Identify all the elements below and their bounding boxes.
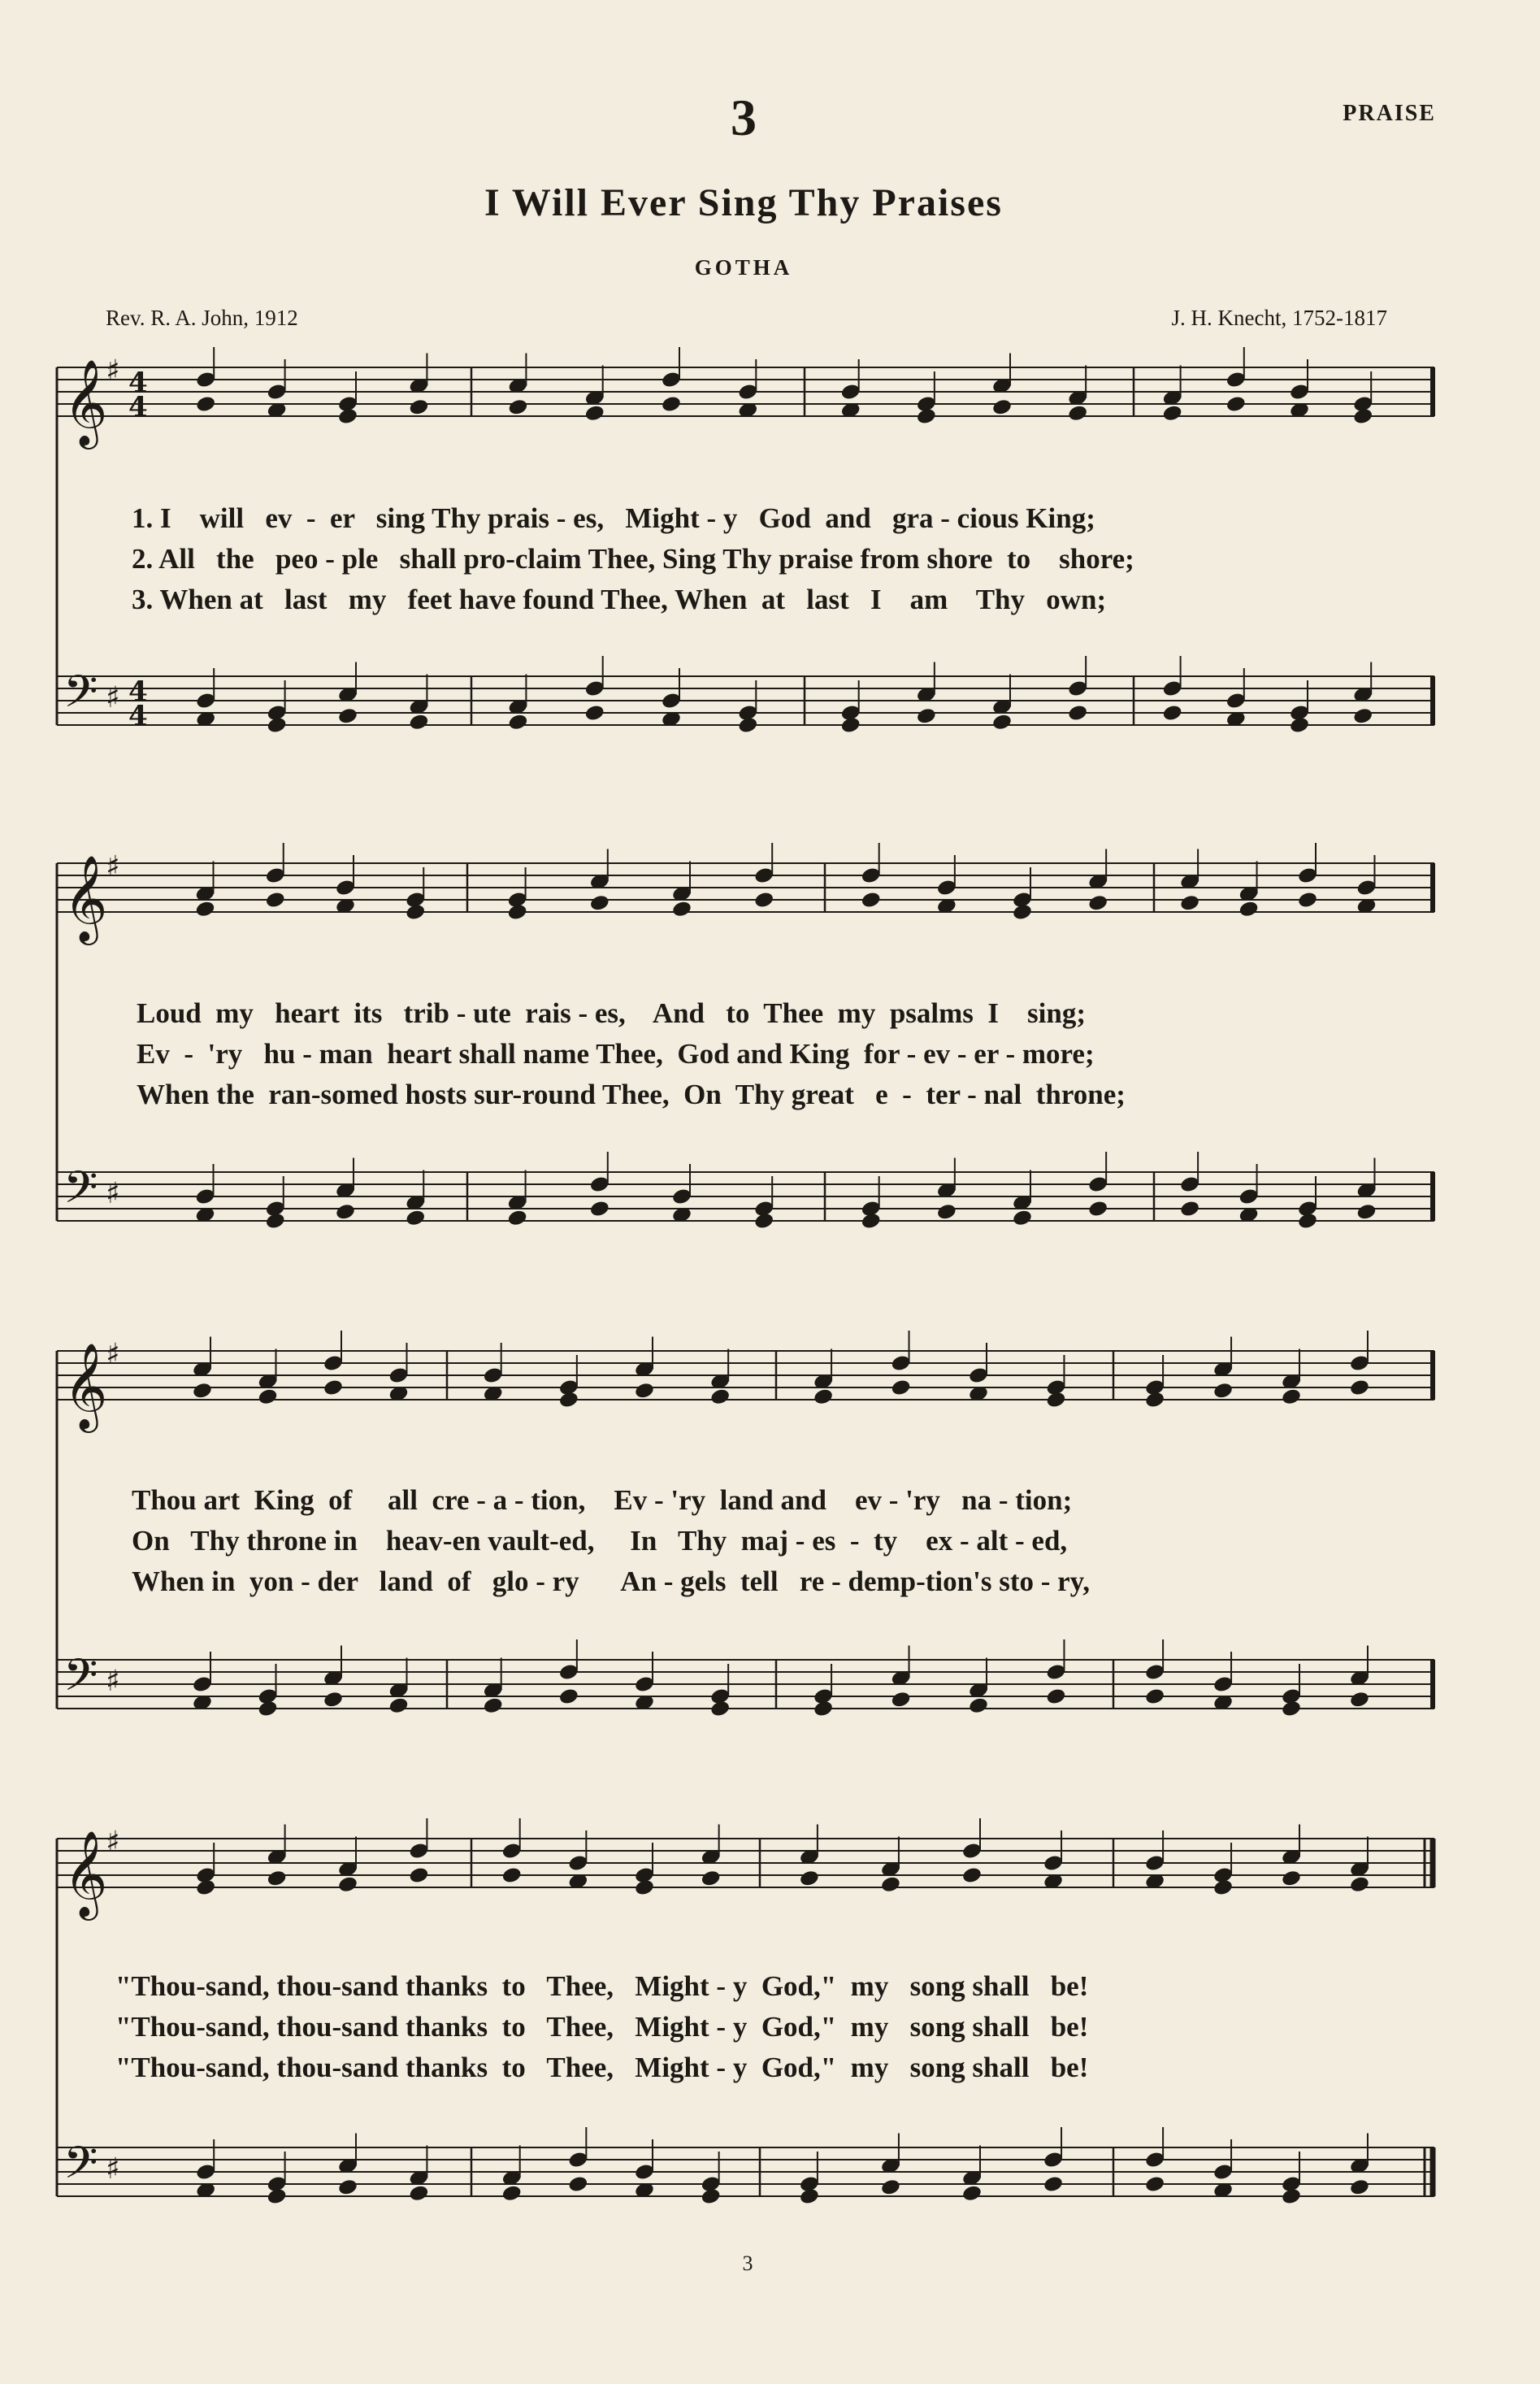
note-head	[1349, 1875, 1370, 1894]
note-head	[405, 1209, 426, 1227]
note-head	[961, 2184, 983, 2203]
note-head	[753, 891, 774, 910]
treble-clef-icon: 𝄞	[63, 1342, 108, 1429]
note-head	[501, 1866, 523, 1885]
note-head	[799, 2187, 820, 2206]
sharp-icon: ♯	[106, 681, 120, 714]
note-head	[991, 397, 1013, 416]
note-head	[257, 1700, 278, 1718]
time-signature-top: 4	[128, 675, 148, 708]
note-head	[265, 1212, 286, 1231]
note-head	[1043, 2175, 1064, 2194]
note-head	[890, 1379, 911, 1397]
note-head	[507, 903, 528, 922]
lyric-line-s2-v1: Loud my heart its trib - ute rais - es, And to Thee my psalms I sing;	[137, 997, 1087, 1029]
note-head	[890, 1690, 911, 1709]
note-head	[337, 706, 358, 725]
sharp-icon: ♯	[106, 1177, 120, 1210]
note-head	[507, 713, 528, 732]
lyric-line-s1-v1: 1. I will ev - er sing Thy prais - es, Might - y God and gra - cious King;	[132, 502, 1095, 534]
note-head	[753, 1212, 774, 1231]
note-head	[195, 395, 216, 414]
sharp-icon: ♯	[106, 850, 120, 884]
note-head	[1281, 1387, 1302, 1406]
note-head	[507, 397, 528, 416]
lyric-line-s4-v1: "Thou-sand, thou-sand thanks to Thee, Might - y God," my song shall be!	[115, 1970, 1089, 2002]
note-head	[408, 2184, 429, 2203]
note-head	[1144, 1687, 1165, 1706]
lyric-line-s3-v3: When in yon - der land of glo - ry An - gels tell re - demp-tion's sto - ry,	[132, 1565, 1090, 1597]
note-head	[1297, 891, 1318, 910]
note-head	[405, 903, 426, 922]
note-head	[1067, 404, 1088, 423]
note-head	[737, 716, 758, 735]
note-head	[558, 1391, 579, 1409]
treble-clef-icon: 𝄞	[63, 854, 108, 941]
note-head	[1289, 716, 1310, 735]
sharp-icon: ♯	[106, 1338, 120, 1371]
treble-clef-icon: 𝄞	[63, 358, 108, 445]
bass-clef-icon: 𝄢	[63, 2137, 98, 2199]
note-head	[1012, 1209, 1033, 1227]
note-head	[1349, 1379, 1370, 1397]
note-head	[584, 404, 605, 423]
note-head	[1144, 2175, 1165, 2194]
note-head	[1225, 395, 1247, 414]
note-head	[634, 1381, 655, 1400]
note-head	[337, 2178, 358, 2196]
time-signature-bottom: 4	[128, 391, 148, 423]
sharp-icon: ♯	[106, 1826, 120, 1859]
note-head	[558, 1687, 579, 1706]
lyric-line-s2-v3: When the ran-somed hosts sur-round Thee, On Thy great e - ter - nal throne;	[137, 1079, 1126, 1110]
note-head	[1087, 893, 1108, 912]
note-head	[567, 2175, 588, 2194]
lyric-line-s3-v2: On Thy throne in heav-en vault-ed, In Thy maj - es - ty ex - alt - ed,	[132, 1525, 1068, 1557]
note-head	[968, 1696, 989, 1715]
hymn-title: I Will Ever Sing Thy Praises	[484, 181, 1003, 224]
note-head	[1352, 706, 1373, 725]
note-head	[916, 407, 937, 426]
note-head	[408, 713, 429, 732]
note-head	[1067, 704, 1088, 723]
note-head	[257, 1387, 278, 1406]
note-head	[916, 706, 937, 725]
sharp-icon: ♯	[106, 354, 120, 388]
words-credit: Rev. R. A. John, 1912	[106, 306, 298, 330]
note-head	[1352, 407, 1373, 426]
lyric-line-s3-v1: Thou art King of all cre - a - tion, Ev - 'ry land and ev - 'ry na - tion;	[132, 1484, 1073, 1516]
note-head	[961, 1866, 983, 1885]
note-head	[1297, 1212, 1318, 1231]
section-label: PRAISE	[1343, 101, 1436, 126]
note-head	[861, 1212, 882, 1231]
note-head	[671, 900, 692, 918]
note-head	[267, 716, 288, 735]
tune-name: GOTHA	[694, 255, 793, 280]
time-signature-bottom: 4	[128, 700, 148, 732]
note-head	[880, 2178, 901, 2196]
note-head	[337, 1875, 358, 1894]
note-head	[501, 2184, 523, 2203]
note-head	[1012, 903, 1033, 922]
note-head	[813, 1700, 834, 1718]
note-head	[634, 1878, 655, 1897]
time-signature-top: 4	[128, 367, 148, 399]
note-head	[1179, 1200, 1200, 1218]
note-head	[584, 704, 605, 723]
lyric-line-s1-v2: 2. All the peo - ple shall pro-claim Thee, Sing Thy praise from shore to shore;	[132, 543, 1134, 575]
note-head	[1162, 704, 1183, 723]
note-head	[861, 891, 882, 910]
note-head	[840, 716, 861, 735]
page-number: 3	[742, 2252, 753, 2275]
sharp-icon: ♯	[106, 2152, 120, 2186]
note-head	[709, 1387, 731, 1406]
note-head	[507, 1209, 528, 1227]
note-head	[991, 713, 1013, 732]
note-head	[1212, 1878, 1234, 1897]
note-head	[483, 1696, 504, 1715]
note-head	[408, 1866, 429, 1885]
note-head	[1349, 1690, 1370, 1709]
note-head	[267, 2187, 288, 2206]
note-head	[1281, 1700, 1302, 1718]
note-head	[701, 2187, 722, 2206]
note-head	[388, 1696, 409, 1715]
note-head	[1162, 404, 1183, 423]
note-head	[1087, 1200, 1108, 1218]
note-head	[1045, 1391, 1066, 1409]
bass-clef-icon: 𝄢	[63, 1162, 98, 1224]
note-head	[1179, 893, 1200, 912]
note-head	[661, 395, 682, 414]
note-head	[880, 1875, 901, 1894]
hymn-number: 3	[731, 89, 757, 146]
lyric-line-s2-v2: Ev - 'ry hu - man heart shall name Thee, God and King for - ev - er - more;	[137, 1038, 1095, 1070]
lyric-line-s1-v3: 3. When at last my feet have found Thee, When at last I am Thy own;	[132, 584, 1107, 615]
note-head	[1349, 2178, 1370, 2196]
note-head	[813, 1387, 834, 1406]
note-head	[936, 1202, 957, 1221]
note-head	[1144, 1391, 1165, 1409]
note-head	[194, 900, 215, 918]
note-head	[408, 397, 429, 416]
note-head	[1238, 900, 1259, 918]
music-credit: J. H. Knecht, 1752-1817	[1171, 306, 1387, 330]
note-head	[701, 1869, 722, 1887]
note-head	[709, 1700, 731, 1718]
lyric-line-s4-v3: "Thou-sand, thou-sand thanks to Thee, Might - y God," my song shall be!	[115, 2052, 1089, 2083]
note-head	[1356, 1202, 1377, 1221]
note-head	[1281, 1869, 1302, 1887]
note-head	[335, 1202, 356, 1221]
note-head	[195, 1878, 216, 1897]
note-head	[589, 1200, 610, 1218]
note-head	[799, 1869, 820, 1887]
note-head	[265, 891, 286, 910]
note-head	[192, 1381, 213, 1400]
note-head	[337, 407, 358, 426]
note-head	[1045, 1687, 1066, 1706]
note-head	[1281, 2187, 1302, 2206]
lyric-line-s4-v2: "Thou-sand, thou-sand thanks to Thee, Might - y God," my song shall be!	[115, 2011, 1089, 2043]
bass-clef-icon: 𝄢	[63, 1649, 98, 1712]
note-head	[1212, 1381, 1234, 1400]
note-head	[589, 893, 610, 912]
note-head	[323, 1379, 344, 1397]
sharp-icon: ♯	[106, 1665, 120, 1698]
note-head	[323, 1690, 344, 1709]
bass-clef-icon: 𝄢	[63, 666, 98, 728]
treble-clef-icon: 𝄞	[63, 1830, 108, 1917]
note-head	[267, 1869, 288, 1887]
